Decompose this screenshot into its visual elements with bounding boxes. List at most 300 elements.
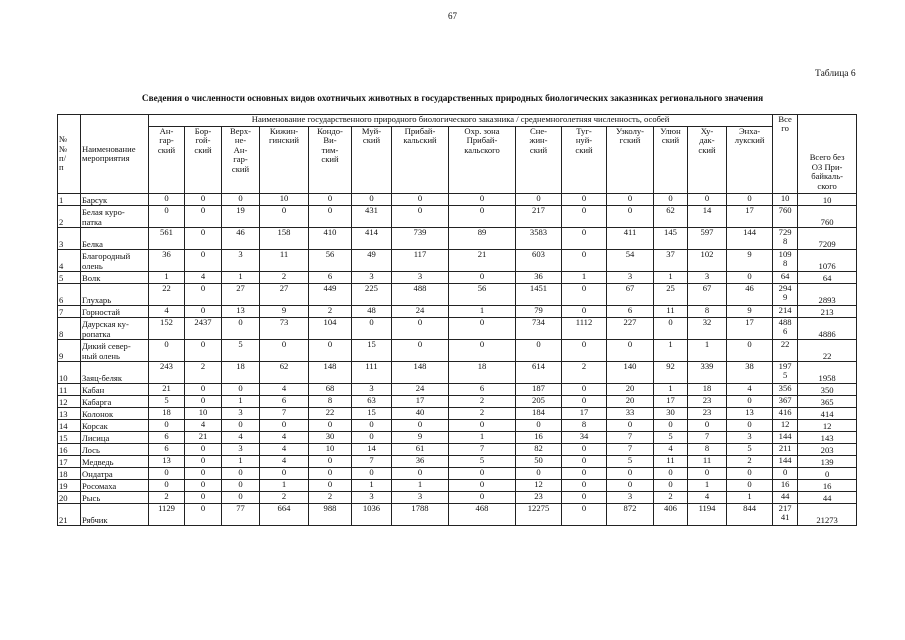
table-row	[58, 492, 857, 504]
table-row	[58, 504, 857, 526]
row-number: 17	[58, 456, 81, 468]
row-number: 3	[58, 228, 81, 250]
count-cell: 0	[727, 480, 773, 492]
count-cell: 0	[562, 396, 607, 408]
count-cell: 145	[654, 228, 688, 250]
count-cell: 21	[185, 432, 222, 444]
header-reserve: Кижин- гинский	[260, 127, 309, 194]
count-cell: 0	[562, 228, 607, 250]
species-name: Белая куро- патка	[81, 206, 149, 228]
count-cell: 603	[516, 250, 562, 272]
count-cell: 3	[222, 408, 260, 420]
count-cell: 0	[185, 340, 222, 362]
count-cell: 38	[727, 362, 773, 384]
count-cell: 0	[449, 420, 516, 432]
count-cell: 73	[260, 318, 309, 340]
count-cell: 12275	[516, 504, 562, 526]
row-number: 8	[58, 318, 81, 340]
count-cell: 19	[222, 206, 260, 228]
table-row	[58, 468, 857, 480]
count-cell: 184	[516, 408, 562, 420]
row-number: 16	[58, 444, 81, 456]
count-cell: 0	[607, 206, 654, 228]
count-cell: 104	[309, 318, 352, 340]
count-cell: 3	[352, 492, 392, 504]
count-cell: 3	[392, 272, 449, 284]
species-name: Белка	[81, 228, 149, 250]
count-cell: 4	[260, 444, 309, 456]
table-row	[58, 456, 857, 468]
count-cell: 0	[185, 396, 222, 408]
count-cell: 844	[727, 504, 773, 526]
count-cell: 5	[149, 396, 185, 408]
species-name: Кабарга	[81, 396, 149, 408]
count-cell: 7	[688, 432, 727, 444]
count-cell: 0	[185, 306, 222, 318]
count-cell: 111	[352, 362, 392, 384]
count-cell: 0	[222, 480, 260, 492]
count-cell: 11	[654, 456, 688, 468]
count-cell: 0	[654, 194, 688, 206]
count-cell: 3	[222, 250, 260, 272]
count-cell: 0	[392, 206, 449, 228]
count-cell: 214	[773, 306, 798, 318]
species-name: Даурская ку- ропатка	[81, 318, 149, 340]
count-cell: 4	[727, 384, 773, 396]
count-cell: 49	[352, 250, 392, 272]
count-cell: 109 8	[773, 250, 798, 272]
count-cell: 0	[185, 284, 222, 306]
row-number: 11	[58, 384, 81, 396]
count-cell: 148	[392, 362, 449, 384]
species-name: Ондатра	[81, 468, 149, 480]
count-cell: 0	[149, 480, 185, 492]
count-cell: 3583	[516, 228, 562, 250]
count-cell: 367	[773, 396, 798, 408]
species-name: Корсак	[81, 420, 149, 432]
count-cell: 6	[260, 396, 309, 408]
table-row	[58, 306, 857, 318]
count-cell: 34	[562, 432, 607, 444]
count-cell: 36	[516, 272, 562, 284]
total-cell: 760	[798, 206, 857, 228]
document-title: Сведения о численности основных видов охотничьих животных в государственных природных биологических заказниках регионального значения	[141, 94, 764, 104]
species-name: Медведь	[81, 456, 149, 468]
count-cell: 56	[309, 250, 352, 272]
count-cell: 0	[392, 340, 449, 362]
total-cell: 4886	[798, 318, 857, 340]
count-cell: 0	[449, 272, 516, 284]
count-cell: 1	[149, 272, 185, 284]
count-cell: 63	[352, 396, 392, 408]
species-name: Рябчик	[81, 504, 149, 526]
count-cell: 0	[562, 284, 607, 306]
species-name: Колонок	[81, 408, 149, 420]
row-number: 5	[58, 272, 81, 284]
count-cell: 0	[449, 318, 516, 340]
count-cell: 0	[185, 206, 222, 228]
count-cell: 46	[222, 228, 260, 250]
count-cell: 0	[562, 340, 607, 362]
count-cell: 13	[222, 306, 260, 318]
table-row	[58, 272, 857, 284]
count-cell: 61	[392, 444, 449, 456]
count-cell: 416	[773, 408, 798, 420]
count-cell: 406	[654, 504, 688, 526]
total-cell: 10	[798, 194, 857, 206]
count-cell: 0	[185, 492, 222, 504]
count-cell: 22	[149, 284, 185, 306]
count-cell: 0	[185, 444, 222, 456]
count-cell: 0	[562, 444, 607, 456]
count-cell: 0	[392, 420, 449, 432]
header-reserve: Туг- нуй- ский	[562, 127, 607, 194]
count-cell: 0	[352, 420, 392, 432]
count-cell: 5	[449, 456, 516, 468]
count-cell: 6	[449, 384, 516, 396]
count-cell: 4	[260, 432, 309, 444]
count-cell: 7	[449, 444, 516, 456]
count-cell: 3	[352, 384, 392, 396]
count-cell: 734	[516, 318, 562, 340]
count-cell: 15	[352, 408, 392, 420]
count-cell: 33	[607, 408, 654, 420]
count-cell: 0	[149, 468, 185, 480]
row-number: 2	[58, 206, 81, 228]
header-reserve: Ан- гар- ский	[149, 127, 185, 194]
count-cell: 243	[149, 362, 185, 384]
count-cell: 11	[260, 250, 309, 272]
count-cell: 0	[185, 456, 222, 468]
row-number: 14	[58, 420, 81, 432]
count-cell: 0	[260, 206, 309, 228]
count-cell: 36	[149, 250, 185, 272]
table-row	[58, 318, 857, 340]
count-cell: 488	[392, 284, 449, 306]
count-cell: 217 41	[773, 504, 798, 526]
header-total-excluding: Всего без ОЗ При- байкаль- ского	[798, 115, 857, 194]
count-cell: 0	[562, 206, 607, 228]
count-cell: 0	[185, 384, 222, 396]
count-cell: 17	[392, 396, 449, 408]
count-cell: 0	[516, 194, 562, 206]
count-cell: 8	[309, 396, 352, 408]
count-cell: 6	[607, 306, 654, 318]
page-number: 67	[448, 11, 457, 21]
count-cell: 0	[562, 504, 607, 526]
count-cell: 1112	[562, 318, 607, 340]
header-reserve: Бор- гой- ский	[185, 127, 222, 194]
count-cell: 0	[185, 228, 222, 250]
count-cell: 10	[260, 194, 309, 206]
count-cell: 988	[309, 504, 352, 526]
count-cell: 411	[607, 228, 654, 250]
count-cell: 0	[392, 318, 449, 340]
count-cell: 21	[149, 384, 185, 396]
count-cell: 0	[309, 468, 352, 480]
count-cell: 0	[352, 194, 392, 206]
count-cell: 3	[352, 272, 392, 284]
row-number: 10	[58, 362, 81, 384]
species-name: Рысь	[81, 492, 149, 504]
table-row	[58, 420, 857, 432]
count-cell: 0	[688, 420, 727, 432]
count-cell: 4	[688, 492, 727, 504]
total-cell: 16	[798, 480, 857, 492]
count-cell: 0	[654, 468, 688, 480]
species-name: Лисица	[81, 432, 149, 444]
row-number: 13	[58, 408, 81, 420]
count-cell: 8	[688, 306, 727, 318]
count-cell: 187	[516, 384, 562, 396]
header-reserve: Охр. зона Прибай- кальского	[449, 127, 516, 194]
header-reserve: Прибай- кальский	[392, 127, 449, 194]
table-row	[58, 408, 857, 420]
table-row	[58, 444, 857, 456]
count-cell: 0	[607, 420, 654, 432]
count-cell: 0	[516, 340, 562, 362]
count-cell: 0	[727, 194, 773, 206]
count-cell: 2	[260, 492, 309, 504]
count-cell: 0	[654, 420, 688, 432]
count-cell: 0	[449, 340, 516, 362]
count-cell: 92	[654, 362, 688, 384]
count-cell: 27	[260, 284, 309, 306]
count-cell: 14	[352, 444, 392, 456]
count-cell: 0	[185, 194, 222, 206]
count-cell: 36	[392, 456, 449, 468]
count-cell: 0	[449, 468, 516, 480]
count-cell: 1129	[149, 504, 185, 526]
total-cell: 1076	[798, 250, 857, 272]
count-cell: 0	[149, 420, 185, 432]
count-cell: 414	[352, 228, 392, 250]
count-cell: 449	[309, 284, 352, 306]
count-cell: 0	[607, 194, 654, 206]
count-cell: 4	[185, 420, 222, 432]
count-cell: 0	[260, 340, 309, 362]
count-cell: 16	[773, 480, 798, 492]
count-cell: 0	[352, 318, 392, 340]
count-cell: 1	[688, 340, 727, 362]
count-cell: 24	[392, 384, 449, 396]
count-cell: 1	[222, 456, 260, 468]
count-cell: 0	[149, 194, 185, 206]
total-cell: 1958	[798, 362, 857, 384]
count-cell: 0	[727, 340, 773, 362]
count-cell: 23	[516, 492, 562, 504]
species-name: Волк	[81, 272, 149, 284]
count-cell: 1	[352, 480, 392, 492]
species-name: Росомаха	[81, 480, 149, 492]
count-cell: 46	[727, 284, 773, 306]
count-cell: 1451	[516, 284, 562, 306]
count-cell: 77	[222, 504, 260, 526]
count-cell: 89	[449, 228, 516, 250]
count-cell: 2	[309, 492, 352, 504]
count-cell: 0	[222, 318, 260, 340]
count-cell: 10	[773, 194, 798, 206]
count-cell: 0	[607, 340, 654, 362]
count-cell: 4	[185, 272, 222, 284]
count-cell: 4	[654, 444, 688, 456]
total-cell: 21273	[798, 504, 857, 526]
count-cell: 40	[392, 408, 449, 420]
count-cell: 0	[309, 456, 352, 468]
count-cell: 0	[562, 384, 607, 396]
count-cell: 1	[222, 396, 260, 408]
count-cell: 0	[352, 432, 392, 444]
count-cell: 10	[309, 444, 352, 456]
count-cell: 11	[688, 456, 727, 468]
count-cell: 0	[392, 468, 449, 480]
count-cell: 1	[654, 272, 688, 284]
count-cell: 0	[449, 206, 516, 228]
count-cell: 12	[773, 420, 798, 432]
count-cell: 0	[222, 194, 260, 206]
header-reserve: Кондо- Ви- тим- ский	[309, 127, 352, 194]
count-cell: 7	[607, 432, 654, 444]
total-cell: 64	[798, 272, 857, 284]
count-cell: 0	[727, 468, 773, 480]
row-number: 1	[58, 194, 81, 206]
count-cell: 0	[149, 206, 185, 228]
count-cell: 4	[260, 384, 309, 396]
count-cell: 5	[727, 444, 773, 456]
count-cell: 82	[516, 444, 562, 456]
count-cell: 158	[260, 228, 309, 250]
count-cell: 9	[260, 306, 309, 318]
count-cell: 37	[654, 250, 688, 272]
count-cell: 3	[392, 492, 449, 504]
header-reserve: Улюн ский	[654, 127, 688, 194]
count-cell: 0	[654, 480, 688, 492]
count-cell: 0	[309, 480, 352, 492]
species-name: Заяц-беляк	[81, 362, 149, 384]
row-number: 7	[58, 306, 81, 318]
count-cell: 0	[260, 468, 309, 480]
count-cell: 16	[516, 432, 562, 444]
total-cell: 203	[798, 444, 857, 456]
count-cell: 0	[222, 468, 260, 480]
count-cell: 12	[516, 480, 562, 492]
count-cell: 117	[392, 250, 449, 272]
count-cell: 1	[449, 306, 516, 318]
count-cell: 0	[449, 480, 516, 492]
count-cell: 1	[260, 480, 309, 492]
table-row	[58, 362, 857, 384]
total-cell: 7209	[798, 228, 857, 250]
count-cell: 23	[688, 396, 727, 408]
count-cell: 144	[727, 228, 773, 250]
count-cell: 561	[149, 228, 185, 250]
row-number: 18	[58, 468, 81, 480]
count-cell: 227	[607, 318, 654, 340]
row-number: 20	[58, 492, 81, 504]
header-reserve-group: Наименование государственного природного биологического заказника / среднемноголетняя численность, особей	[149, 115, 773, 127]
count-cell: 13	[149, 456, 185, 468]
header-reserve: Муй- ский	[352, 127, 392, 194]
count-cell: 0	[352, 468, 392, 480]
table-label: Таблица 6	[815, 69, 856, 79]
total-cell: 365	[798, 396, 857, 408]
count-cell: 0	[449, 194, 516, 206]
count-cell: 0	[562, 456, 607, 468]
species-name: Дикий север- ный олень	[81, 340, 149, 362]
header-reserve-total: Все го	[773, 115, 798, 194]
count-cell: 0	[562, 250, 607, 272]
count-cell: 339	[688, 362, 727, 384]
species-name: Горностай	[81, 306, 149, 318]
row-number: 9	[58, 340, 81, 362]
count-cell: 67	[607, 284, 654, 306]
row-number: 15	[58, 432, 81, 444]
count-cell: 0	[562, 306, 607, 318]
count-cell: 197 5	[773, 362, 798, 384]
count-cell: 0	[309, 420, 352, 432]
row-number: 12	[58, 396, 81, 408]
row-number: 19	[58, 480, 81, 492]
count-cell: 1	[392, 480, 449, 492]
count-cell: 0	[727, 272, 773, 284]
count-cell: 11	[654, 306, 688, 318]
count-cell: 0	[607, 468, 654, 480]
count-cell: 0	[185, 480, 222, 492]
count-cell: 79	[516, 306, 562, 318]
header-reserve: Ху- дак- ский	[688, 127, 727, 194]
count-cell: 0	[309, 194, 352, 206]
count-cell: 50	[516, 456, 562, 468]
header-reserve: Энха- лукский	[727, 127, 773, 194]
count-cell: 0	[309, 340, 352, 362]
count-cell: 217	[516, 206, 562, 228]
census-table	[57, 114, 857, 526]
count-cell: 5	[607, 456, 654, 468]
count-cell: 7	[607, 444, 654, 456]
count-cell: 614	[516, 362, 562, 384]
count-cell: 2	[727, 456, 773, 468]
count-cell: 7	[260, 408, 309, 420]
species-name: Благородный олень	[81, 250, 149, 272]
count-cell: 22	[773, 340, 798, 362]
header-row-number: № № п/ п	[58, 115, 81, 194]
table-row	[58, 250, 857, 272]
total-cell: 350	[798, 384, 857, 396]
header-reserve: Верх- не- Ан- гар- ский	[222, 127, 260, 194]
count-cell: 5	[222, 340, 260, 362]
count-cell: 431	[352, 206, 392, 228]
count-cell: 13	[727, 408, 773, 420]
count-cell: 62	[260, 362, 309, 384]
count-cell: 3	[607, 272, 654, 284]
count-cell: 32	[688, 318, 727, 340]
count-cell: 17	[562, 408, 607, 420]
count-cell: 3	[222, 444, 260, 456]
count-cell: 0	[562, 480, 607, 492]
count-cell: 760	[773, 206, 798, 228]
count-cell: 9	[727, 250, 773, 272]
total-cell: 12	[798, 420, 857, 432]
count-cell: 1	[727, 492, 773, 504]
count-cell: 144	[773, 456, 798, 468]
total-cell: 213	[798, 306, 857, 318]
count-cell: 739	[392, 228, 449, 250]
count-cell: 0	[260, 420, 309, 432]
count-cell: 2	[260, 272, 309, 284]
count-cell: 872	[607, 504, 654, 526]
species-name: Лось	[81, 444, 149, 456]
count-cell: 729 8	[773, 228, 798, 250]
